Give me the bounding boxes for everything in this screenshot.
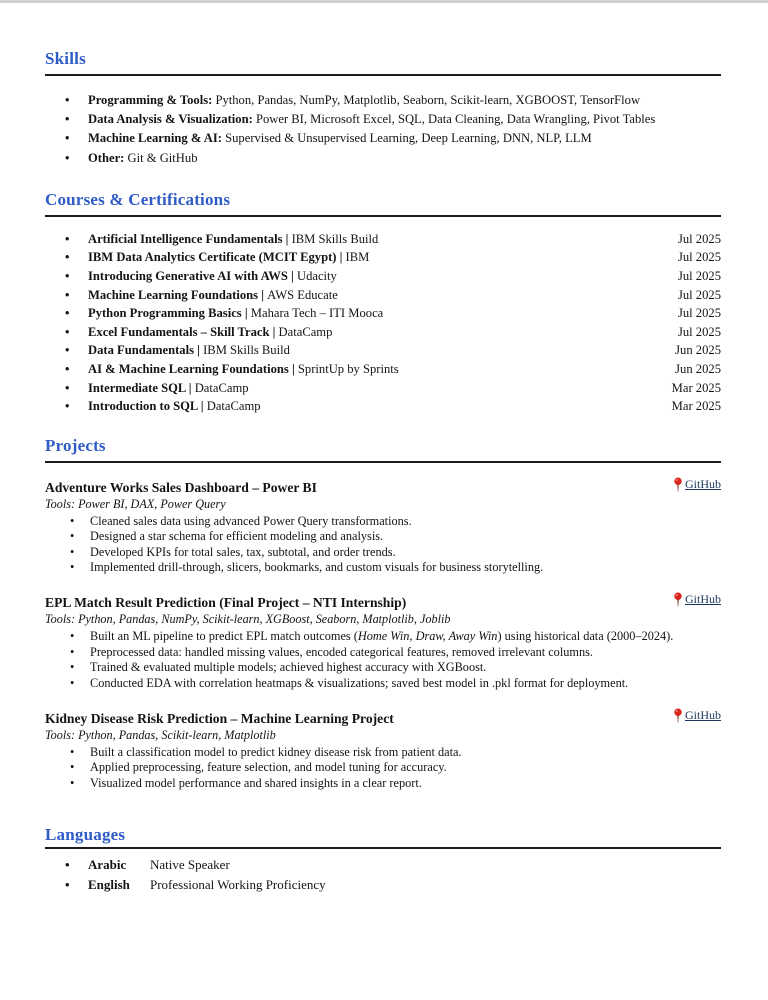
project-bullet: • Visualized model performance and shared insights in a clear report. [45,776,721,791]
course-item [45,248,721,267]
skill-item [45,129,721,148]
skill-item [45,110,721,129]
project-title: Kidney Disease Risk Prediction – Machine Learning Project [45,711,394,726]
section-rule [45,847,721,849]
skill-item [45,149,721,168]
project-bullet: • Built an ML pipeline to predict EPL match outcomes (Home Win, Draw, Away Win) using historical data (2000–2024). [45,629,721,644]
project-bullet: • Trained & evaluated multiple models; achieved highest accuracy with XGBoost. [45,660,721,675]
section-title-skills: Skills [45,49,86,68]
course-date: Mar 2025 [671,380,721,395]
course-name: Excel Fundamentals – Skill Track [88,324,270,339]
course-separator: | [287,269,297,283]
github-label: GitHub [685,708,721,722]
section-title-courses: Courses & Certifications [45,189,231,209]
course-item [45,286,721,305]
course-date: Jun 2025 [675,343,721,358]
project-title: EPL Match Result Prediction (Final Project – NTI Internship) [45,595,407,611]
section-title-projects: Projects [45,435,106,455]
course-name: Intermediate SQL [88,380,186,395]
language-item [45,875,721,895]
project-card [45,592,721,691]
skill-values: Git & GitHub [124,150,198,165]
github-link[interactable] [673,592,721,607]
skill-label: Other: [88,150,125,165]
course-item [45,267,721,286]
course-date: Jun 2025 [675,361,721,376]
project-tools: Tools: Python, Pandas, Scikit-learn, Matplotlib [45,728,276,742]
course-item [45,397,721,416]
project-bullets [45,745,721,791]
section-courses [45,190,721,416]
section-rule [45,74,721,76]
course-date: Jul 2025 [677,287,721,302]
project-bullet: • Designed a star schema for efficient modeling and analysis. [45,529,721,544]
course-item [45,379,721,398]
project-card [45,477,721,576]
course-name: Data Fundamentals [88,343,195,358]
github-link[interactable] [673,708,721,723]
course-name: AI & Machine Learning Foundations [88,361,289,376]
language-name: • English [88,876,130,892]
section-title-languages: Languages [45,825,126,845]
project-bullet: • Built a classification model to predict kidney disease risk from patient data. [45,745,721,760]
skill-label: Programming & Tools: [88,93,213,107]
course-issuer: Udacity [296,269,337,283]
skill-values: Supervised & Unsupervised Learning, Deep Learning, DNN, NLP, LLM [221,131,592,146]
course-separator: | [197,399,207,414]
course-issuer: DataCamp [278,324,333,339]
course-separator: | [194,343,204,358]
course-issuer: Mahara Tech – ITI Mooca [250,306,384,321]
pin-icon [673,477,683,492]
course-issuer: IBM [345,250,370,265]
course-item [45,341,721,360]
project-tools: Tools: Power BI, DAX, Power Query [45,496,226,511]
language-name: • Arabic [88,857,127,873]
course-issuer: DataCamp [194,380,249,395]
skills-list [45,91,721,168]
project-bullet: • Applied preprocessing, feature selection, and model tuning for accuracy. [45,760,721,775]
course-date: Jul 2025 [677,269,721,283]
skill-values: Python, Pandas, NumPy, Matplotlib, Seaborn, Scikit-learn, XGBOOST, TensorFlow [212,93,641,107]
course-issuer: IBM Skills Build [291,231,379,246]
course-name: Machine Learning Foundations [88,287,259,302]
project-tools: Tools: Python, Pandas, NumPy, Scikit-learn, XGBoost, Seaborn, Matplotlib, Joblib [45,612,451,627]
skill-item [45,91,721,110]
course-item [45,230,721,249]
course-date: Jul 2025 [677,324,721,339]
course-separator: | [258,287,268,302]
section-skills [45,49,721,168]
github-link[interactable] [673,477,721,492]
project-card [45,708,721,791]
github-label: GitHub [685,476,721,491]
course-date: Mar 2025 [671,399,721,414]
course-issuer: IBM Skills Build [203,343,290,358]
skill-values: Power BI, Microsoft Excel, SQL, Data Cleaning, Data Wrangling, Pivot Tables [252,112,656,127]
skill-label: Machine Learning & AI: [88,131,222,146]
section-rule [45,215,721,217]
course-name: Introduction to SQL [88,399,198,414]
course-separator: | [185,380,195,395]
italic-outcomes: Home Win, Draw, Away Win [357,629,498,644]
project-bullet: • Implemented drill-through, slicers, bookmarks, and custom visuals for business storytelling. [45,560,721,575]
course-list [45,230,721,416]
course-issuer: SprintUp by Sprints [297,361,399,376]
github-label: GitHub [685,592,721,607]
project-bullet: • Developed KPIs for total sales, tax, subtotal, and order trends. [45,545,721,560]
project-bullet: • Cleaned sales data using advanced Power Query transformations. [45,514,721,529]
course-issuer: DataCamp [206,399,261,414]
course-separator: | [241,306,251,321]
project-bullets [45,514,721,576]
course-date: Jul 2025 [677,250,721,265]
course-name: Introducing Generative AI with AWS [88,269,288,283]
project-bullets [45,629,721,691]
project-bullet: • Preprocessed data: handled missing values, encoded categorical features, removed irrelevant columns. [45,645,721,660]
course-item [45,323,721,342]
course-item [45,304,721,323]
language-list [45,855,721,894]
language-level: Native Speaker [150,857,230,873]
section-rule [45,461,721,463]
skill-label: Data Analysis & Visualization: [88,112,253,127]
course-separator: | [288,361,298,376]
course-item [45,360,721,379]
course-separator: | [282,231,292,246]
course-date: Jul 2025 [677,231,721,246]
pin-icon [673,592,683,607]
language-level: Professional Working Proficiency [150,876,326,892]
course-separator: | [336,250,346,265]
course-separator: | [269,324,279,339]
course-issuer: AWS Educate [267,287,338,302]
project-bullet: • Conducted EDA with correlation heatmaps & visualizations; saved best model in .pkl format for deployment. [45,676,721,691]
course-name: IBM Data Analytics Certificate (MCIT Egypt) [88,250,337,265]
project-title: Adventure Works Sales Dashboard – Power BI [45,479,317,495]
pin-icon [673,708,683,723]
section-projects [45,436,721,791]
course-name: Artificial Intelligence Fundamentals [88,231,283,246]
language-item [45,855,721,875]
course-date: Jul 2025 [677,306,721,321]
course-name: Python Programming Basics [88,306,242,321]
section-languages [45,825,721,894]
